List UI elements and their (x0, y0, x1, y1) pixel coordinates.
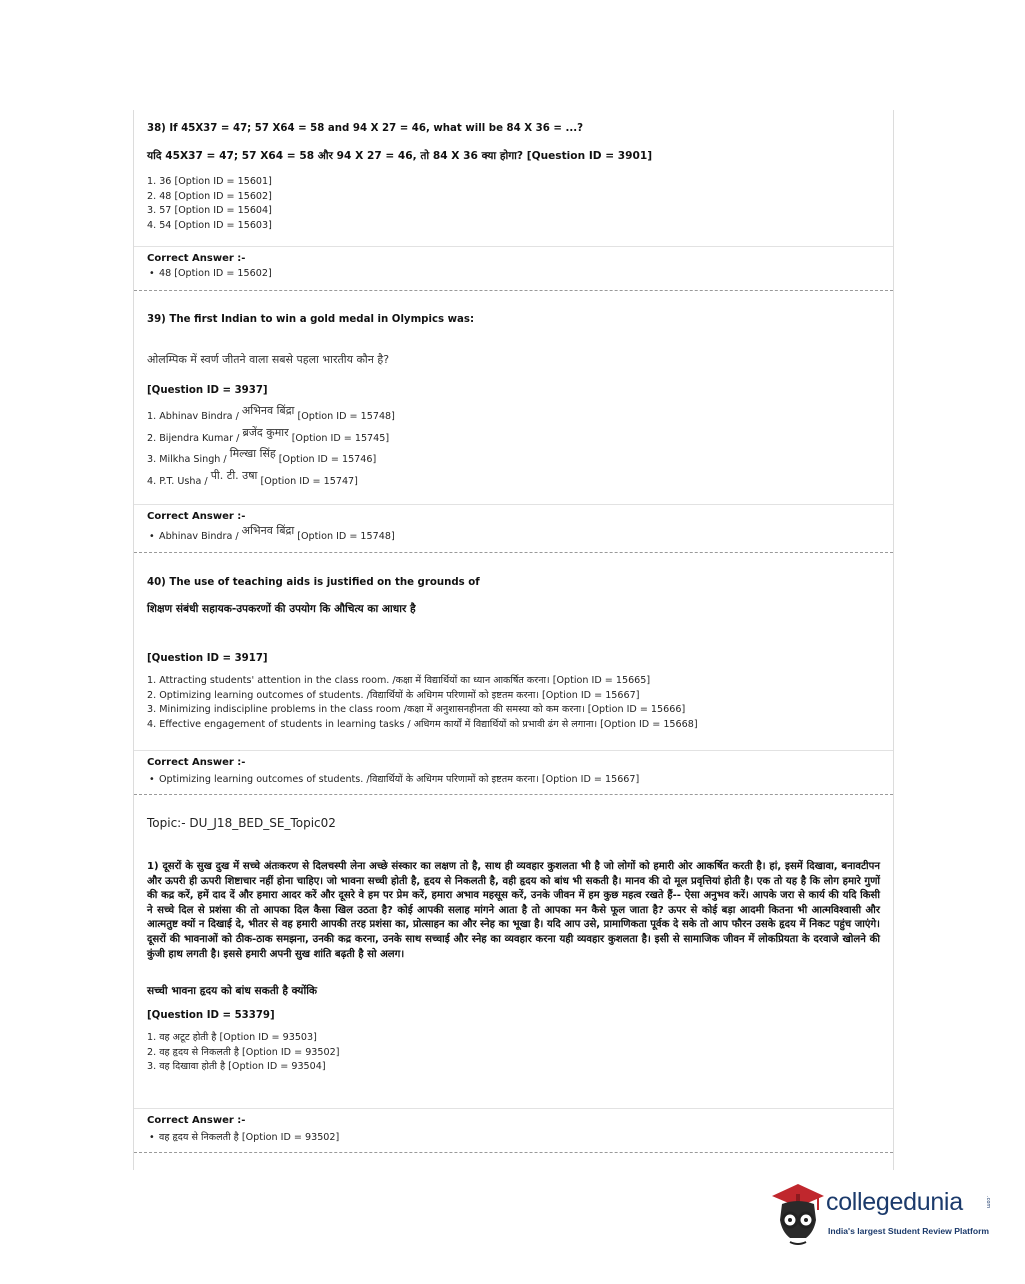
option: 3. 57 [Option ID = 15604] (147, 205, 272, 217)
mascot-icon (768, 1180, 828, 1250)
correct-answer-value: • 48 [Option ID = 15602] (149, 268, 272, 279)
question-39-id: [Question ID = 3937] (147, 385, 268, 396)
option: 4. P.T. Usha / पी. टी. उषा [Option ID = 15747] (147, 468, 358, 487)
logo-domain-suffix: .com (985, 1196, 991, 1209)
option: 1. 36 [Option ID = 15601] (147, 176, 272, 187)
question-40-correct-answer (134, 750, 893, 785)
option: 3. Minimizing indiscipline problems in the class room /कक्षा में अनुशासनहीनता की समस्या को कम करना। [Option ID = 15666] (147, 704, 686, 716)
correct-answer-label: Correct Answer :- (147, 253, 246, 264)
question-39-correct-answer (134, 504, 893, 543)
question-40-stem: 40) The use of teaching aids is justified on the grounds of (147, 577, 480, 588)
question-38 (134, 123, 893, 233)
option: 2. Optimizing learning outcomes of students. /विद्यार्थियों के अधिगम परिणामों को इष्टतम करना। [Option ID = 15667] (147, 689, 640, 701)
question-39-options (134, 406, 893, 492)
logo-tagline: India's largest Student Review Platform (828, 1226, 990, 1236)
correct-answer-label: Correct Answer :- (147, 1115, 246, 1126)
passage-text: 1) दूसरों के सुख दुख में सच्चे अंतःकरण से दिलचस्पी लेना अच्छे संस्कार का लक्षण तो है, साथ ही व्यवहार कुशलता भी है जो लोगों को हमारी ओर आकर्षित करती है। हां, इसमें दिखावा, बनावटीपन और ऊपरी ही ऊपरी शिष्टाचार नहीं होना चाहिए। जो भावना सच्ची होती है, हृदय से निकलती है, वही हृदय को बांध भी सकती है। मानव की दो मूल प्रवृत्तियां होती है। एक तो यह है कि लोग हमारे गुणों की कद्र करें, हमें दाद दें और हमारा आदर करें और दूसरे वे हम पर प्रेम करें, हमारा अभाव महसूस करें, उनके जीवन में हम कुछ महत्व रखते हैं-- ऐसा अनुभव करें। आपके जरा से कार्य की यदि किसी ने सच्चे दिल से प्रशंसा की तो आपका दिल कैसा खिल उठता है? कोई आपकी सलाह मांगने आता है तो आपका मन कैसे फूल जाता है? ऊपर से कोई बड़ा आदमी कितना भी आत्मविश्वासी और आत्मतुष्ट क्यों न दिखाई दे, भीतर से वह हमारी आपकी तरह प्रशंसा का, प्रोत्साहन का और स्नेह का भूखा है। यदि आप उसे, प्रामाणिकता पूर्वक दे सके तो आप फौरन उसके हृदय में निकट पहुंच जाएंगे। दूसरों की भावनाओं को ठीक-ठाक समझना, उनकी कद्र करना, उनके साथ सच्चाई और स्नेह का व्यवहार करना यही व्यवहार कुशलता है। इसी से सामाजिक जीवन में लोकप्रियता के दरवाजे खोलने की कुंजी हाथ लगती है। इससे हमारी अपनी सुख शांति बढ़ती है सो अलग। (147, 861, 880, 960)
question-paper-sheet (133, 110, 894, 1170)
separator (134, 552, 893, 553)
question-39 (134, 314, 893, 492)
option: 2. Bijendra Kumar / ब्रजेंद कुमार [Option ID = 15745] (147, 425, 390, 444)
question-40-options (134, 674, 893, 732)
passage-question-stem: सच्ची भावना हृदय को बांध सकती है क्योंकि (147, 985, 318, 998)
option: 1. वह अटूट होती है [Option ID = 93503] (147, 1032, 317, 1044)
separator (134, 794, 893, 795)
correct-answer-value: • Optimizing learning outcomes of students. /विद्यार्थियों के अधिगम परिणामों को इष्टतम करना। [Option ID = 15667] (149, 774, 640, 785)
option: 3. Milkha Singh / मिल्खा सिंह [Option ID = 15746] (147, 447, 377, 465)
question-38-hindi: यदि 45X37 = 47; 57 X64 = 58 और 94 X 27 = 46, तो 84 X 36 क्या होगा? [Question ID = 3901] (147, 150, 653, 162)
correct-answer-value: • Abhinav Bindra / अभिनव बिंद्रा [Option ID = 15748] (149, 524, 395, 542)
passage-correct-answer (134, 1108, 893, 1143)
option: 4. 54 [Option ID = 15603] (147, 219, 272, 231)
question-40-id: [Question ID = 3917] (147, 653, 268, 664)
collegedunia-logo[interactable] (768, 1180, 998, 1250)
topic-heading: Topic:- DU_J18_BED_SE_Topic02 (147, 816, 336, 830)
question-38-options (134, 175, 893, 233)
separator (134, 1152, 893, 1153)
correct-answer-value: • वह हृदय से निकलती है [Option ID = 93502] (149, 1132, 340, 1143)
correct-answer-label: Correct Answer :- (147, 511, 246, 522)
question-39-stem: 39) The first Indian to win a gold medal in Olympics was: (147, 314, 475, 325)
option: 2. 48 [Option ID = 15602] (147, 190, 272, 202)
option: 2. वह हृदय से निकलती है [Option ID = 93502] (147, 1046, 340, 1058)
correct-answer-label: Correct Answer :- (147, 757, 246, 768)
option: 3. वह दिखावा होती है [Option ID = 93504] (147, 1061, 326, 1073)
question-38-correct-answer (134, 246, 893, 279)
option: 1. Abhinav Bindra / अभिनव बिंद्रा [Option ID = 15748] (147, 404, 395, 422)
question-40 (134, 577, 893, 732)
passage-question-options (134, 1031, 893, 1075)
passage-question (134, 860, 893, 1075)
logo-wordmark: collegedunia (826, 1188, 963, 1216)
option: 1. Attracting students' attention in the class room. /कक्षा में विद्यार्थियों का ध्यान आकर्षित करना। [Option ID = 15665] (147, 675, 651, 686)
question-39-hindi: ओलम्पिक में स्वर्ण जीतने वाला सबसे पहला भारतीय कौन है? (147, 353, 390, 366)
question-40-hindi: शिक्षण संबंधी सहायक-उपकरणों की उपयोग कि औचित्य का आधार है (147, 603, 416, 615)
option: 4. Effective engagement of students in learning tasks / अधिगम कार्यों में विद्यार्थियों को प्रभावी ढंग से लगाना। [Option ID = 15668] (147, 718, 698, 730)
separator (134, 290, 893, 291)
passage-question-id: [Question ID = 53379] (147, 1010, 275, 1022)
question-38-stem: 38) If 45X37 = 47; 57 X64 = 58 and 94 X 27 = 46, what will be 84 X 36 = ...? (147, 123, 583, 134)
